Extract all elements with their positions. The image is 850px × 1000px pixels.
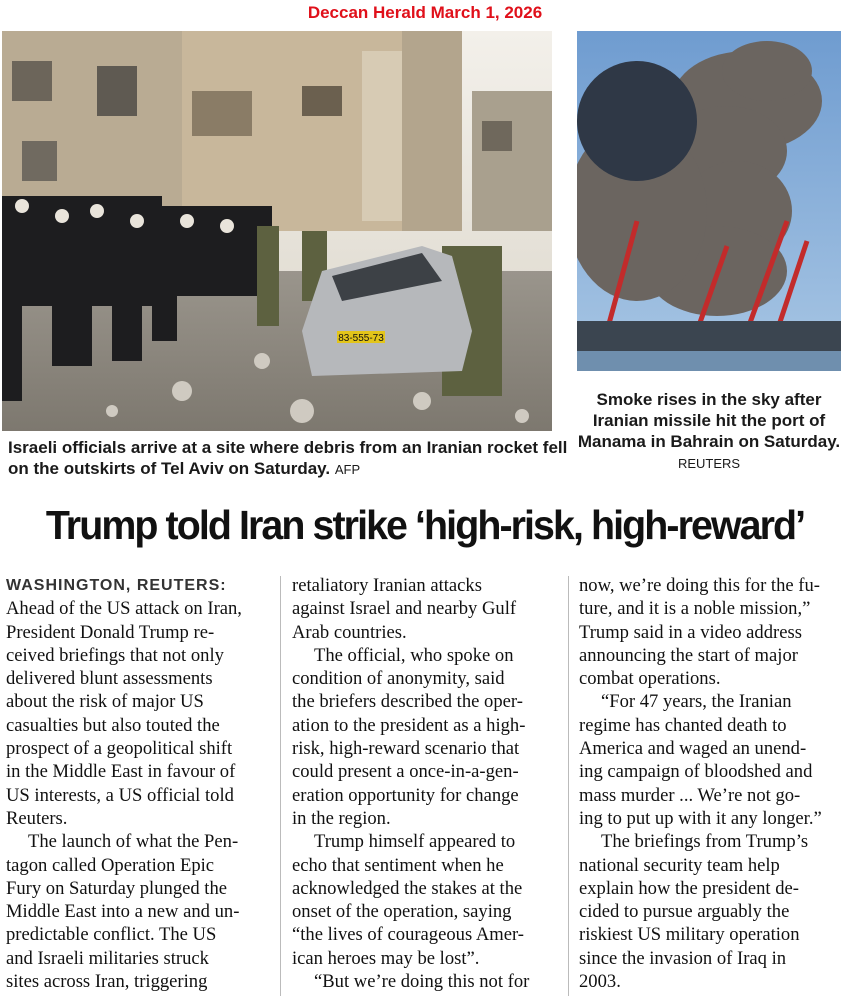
caption-text: Smoke rises in the sky after Iranian missile hit the port of Manama in Bahrain on Saturday. — [577, 390, 841, 451]
article-line: Ahead of the US attack on Iran, — [6, 598, 242, 620]
article-line: ing campaign of bloodshed and — [579, 761, 813, 783]
article-line: prospect of a geopolitical shift — [6, 738, 233, 760]
article-line: could present a once-in-a-gen- — [292, 761, 519, 783]
photo-credit: REUTERS — [677, 456, 741, 471]
article-line: Reuters. — [6, 807, 68, 829]
article-line: Trump said in a video address — [579, 621, 802, 643]
article-line: echo that sentiment when he — [292, 854, 504, 876]
article-line: announcing the start of major — [579, 644, 798, 666]
article-line: retaliatory Iranian attacks — [292, 575, 482, 596]
article-line: in the region. — [292, 807, 391, 829]
article-line: “But we’re doing this not for — [314, 971, 530, 993]
article-line: President Donald Trump re- — [6, 621, 215, 643]
photo-tel-aviv-debris — [2, 31, 552, 431]
article-line: Fury on Saturday plunged the — [6, 877, 228, 899]
article-line: mass murder ... We’re not go- — [579, 784, 801, 806]
article-line: acknowledged the stakes at the — [292, 877, 523, 899]
photo-manama-port-smoke — [577, 31, 841, 371]
article-column-2 — [292, 574, 560, 993]
article-line: “the lives of courageous Amer- — [292, 924, 524, 946]
article-line: ing to put up with it any longer.” — [579, 807, 822, 829]
dateline: WASHINGTON, REUTERS: — [6, 577, 227, 594]
article-line: regime has chanted death to — [579, 714, 787, 736]
article-line: The briefings from Trump’s — [601, 831, 809, 853]
article-line: Arab countries. — [292, 621, 407, 643]
article-line: The official, who spoke on — [314, 644, 514, 666]
article-line: US interests, a US official told — [6, 784, 234, 806]
article-line: the briefers described the oper- — [292, 691, 523, 713]
article-line: Middle East into a new and un- — [6, 901, 240, 923]
headline: Trump told Iran strike ‘high-risk, high-reward’ — [45, 502, 805, 548]
article-line: risk, high-reward scenario that — [292, 738, 520, 760]
article-line: explain how the president de- — [579, 877, 799, 899]
column-divider — [568, 576, 569, 996]
article-line: ican heroes may be lost”. — [292, 947, 480, 969]
photo-caption-left — [8, 437, 568, 480]
column-divider — [280, 576, 281, 996]
article-line: Trump himself appeared to — [314, 831, 516, 853]
article-line: cided to pursue arguably the — [579, 901, 790, 923]
caption-text: Israeli officials arrive at a site where debris from an Iranian rocket fell on the outskirts of Tel Aviv on Saturday. — [8, 438, 568, 478]
article-line: 2003. — [579, 971, 621, 993]
article-line: riskiest US military operation — [579, 924, 800, 946]
article-line: ture, and it is a noble mission,” — [579, 598, 811, 620]
article-column-1 — [6, 574, 271, 993]
article-line: since the invasion of Iraq in — [579, 947, 787, 969]
article-line: ceived briefings that not only — [6, 644, 224, 666]
article-line: ation to the president as a high- — [292, 714, 526, 736]
masthead: Deccan Herald March 1, 2026 — [307, 3, 543, 22]
article-line: condition of anonymity, said — [292, 668, 505, 690]
photo-credit: AFP — [334, 462, 361, 477]
article-line: tagon called Operation Epic — [6, 854, 215, 876]
article-line: against Israel and nearby Gulf — [292, 598, 517, 620]
article-line: onset of the operation, saying — [292, 901, 512, 923]
article-line: and Israeli militaries struck — [6, 947, 209, 969]
article-line: sites across Iran, triggering — [6, 971, 208, 993]
article-line: delivered blunt assessments — [6, 668, 213, 690]
article-line: America and waged an unend- — [579, 738, 807, 760]
article-line: about the risk of major US — [6, 691, 204, 713]
article-line: national security team help — [579, 854, 780, 876]
article-column-3 — [579, 574, 847, 993]
article-line: The launch of what the Pen- — [28, 831, 239, 853]
photo-caption-right — [577, 389, 841, 474]
article-line: predictable conflict. The US — [6, 924, 217, 946]
article-line: now, we’re doing this for the fu- — [579, 575, 820, 596]
article-line: casualties but also touted the — [6, 714, 220, 736]
article-line: eration opportunity for change — [292, 784, 519, 806]
article-line: “For 47 years, the Iranian — [601, 691, 792, 713]
license-plate: 83-555-73 — [338, 333, 384, 344]
article-line: in the Middle East in favour of — [6, 761, 236, 783]
article-line: combat operations. — [579, 668, 721, 690]
